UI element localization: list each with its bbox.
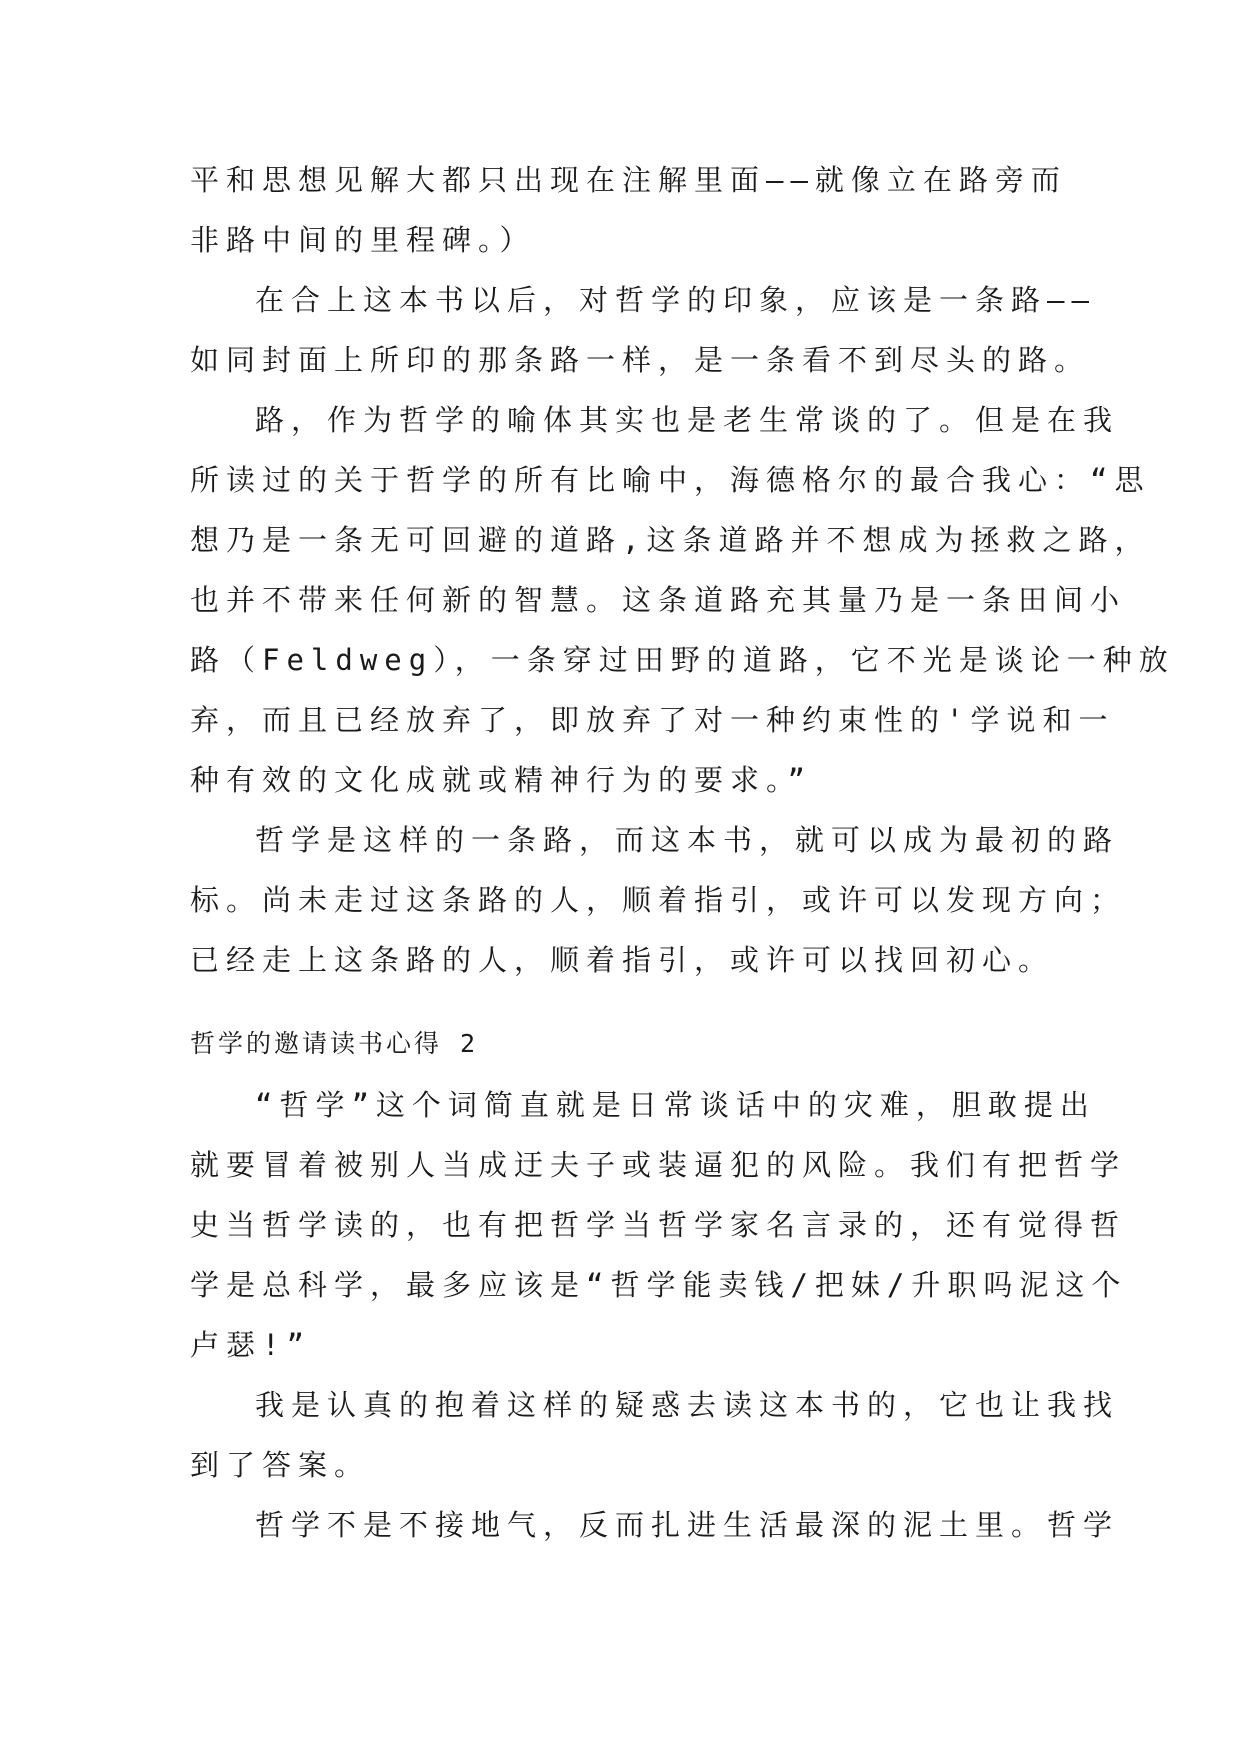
text-line: 到了答案。 (190, 1448, 371, 1482)
text-line: “哲学”这个词简直就是日常谈话中的灾难，胆敢提出 (255, 1088, 1096, 1122)
text-line: 也并不带来任何新的智慧。这条道路充其量乃是一条田间小 (190, 583, 1127, 617)
text-line: 平和思想见解大都只出现在注解里面——就像立在路旁而 (190, 163, 1067, 197)
text-line: 史当哲学读的，也有把哲学当哲学家名言录的，还有觉得哲 (190, 1208, 1127, 1242)
text-line: 非路中间的里程碑。） (190, 223, 536, 257)
text-line: 如同封面上所印的那条路一样，是一条看不到尽头的路。 (190, 343, 1091, 377)
text-line: 哲学是这样的一条路，而这本书，就可以成为最初的路 (255, 823, 1120, 857)
text-line: 哲学不是不接地气，反而扎进生活最深的泥土里。哲学 (255, 1508, 1120, 1542)
text-line: 在合上这本书以后，对哲学的印象，应该是一条路—— (255, 283, 1096, 317)
text-line: 想乃是一条无可回避的道路,这条道路并不想成为拯救之路， (190, 523, 1151, 557)
text-line: 就要冒着被别人当成迂夫子或装逼犯的风险。我们有把哲学 (190, 1148, 1127, 1182)
text-line: 种有效的文化成就或精神行为的要求。” (190, 763, 812, 797)
text-line: 路，作为哲学的喻体其实也是老生常谈的了。但是在我 (255, 403, 1120, 437)
text-line: 标。尚未走过这条路的人，顺着指引，或许可以发现方向； (190, 883, 1127, 917)
text-line: 所读过的关于哲学的所有比喻中，海德格尔的最合我心：“思 (190, 463, 1151, 497)
text-line: 我是认真的抱着这样的疑惑去读这本书的，它也让我找 (255, 1388, 1120, 1422)
text-line: 弃，而且已经放弃了，即放弃了对一种约束性的'学说和一 (190, 703, 1115, 737)
text-line: 路（Feldweg），一条穿过田野的道路，它不光是谈论一种放 (190, 643, 1175, 677)
text-line: 卢瑟!” (190, 1328, 311, 1362)
text-line: 学是总科学，最多应该是“哲学能卖钱/把妹/升职吗泥这个 (190, 1268, 1128, 1302)
text-line: 已经走上这条路的人，顺着指引，或许可以找回初心。 (190, 943, 1055, 977)
section-title: 哲学的邀请读书心得 2 (190, 1029, 479, 1058)
